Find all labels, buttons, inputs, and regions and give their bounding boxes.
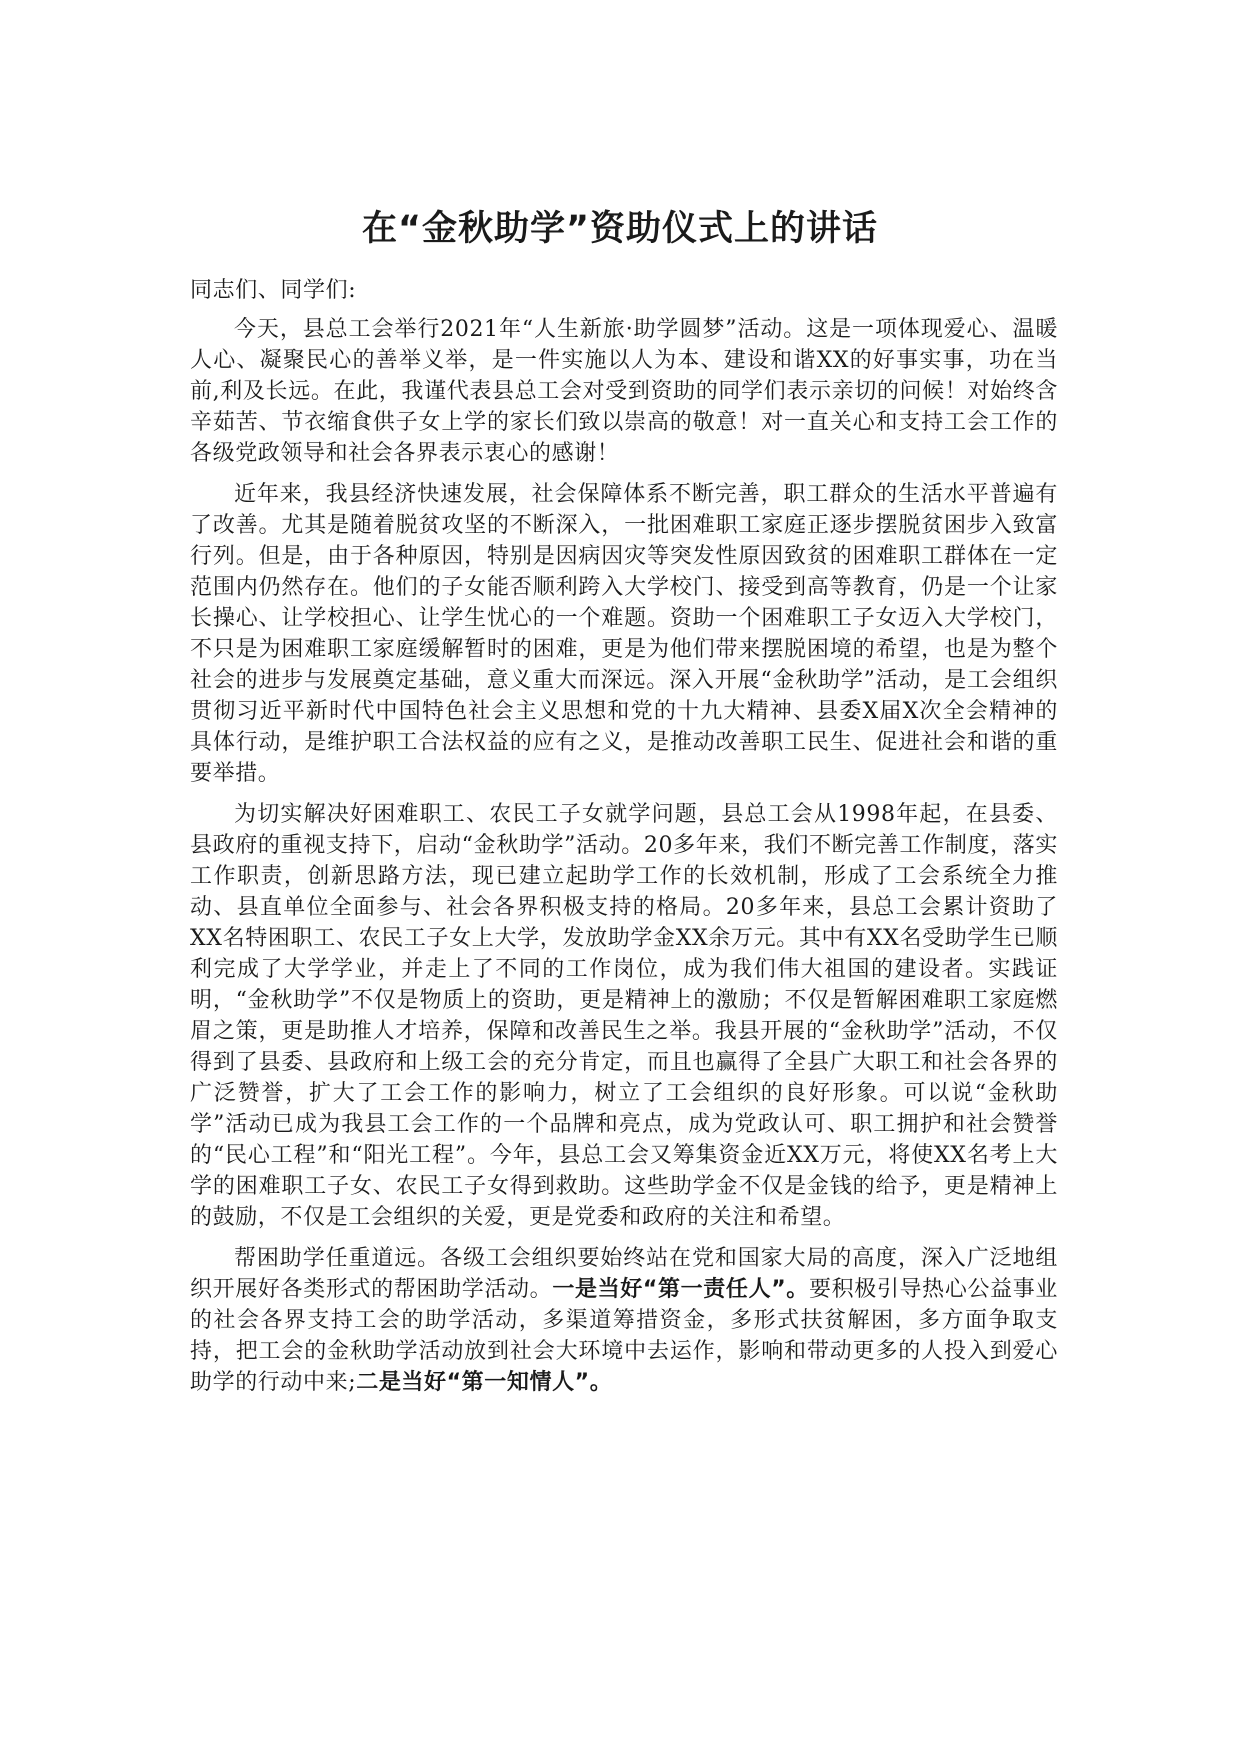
first-responsible-heading: 一是当好“第一责任人”。 [552, 1277, 809, 1302]
paragraph-achievements: 为切实解决好困难职工、农民工子女就学问题，县总工会从1998年起，在县委、县政府的重视支持下，启动“金秋助学”活动。20多年来，我们不断完善工作制度，落实工作职责，创新思路方法，现已建立起助学工作的长效机制，形成了工会系统全力推动、县直单位全面参与、社会各界积极支持的格局。20多年来，县总工会累计资助了XX名特困职工、农民工子女上大学，发放助学金XX余万元。其中有XX名受助学生已顺利完成了大学学业，并走上了不同的工作岗位，成为我们伟大祖国的建设者。实践证明，“金秋助学”不仅是物质上的资助，更是精神上的激励；不仅是暂解困难职工家庭燃眉之策，更是助推人才培养，保障和改善民生之举。我县开展的“金秋助学”活动，不仅得到了县委、县政府和上级工会的充分肯定，而且也赢得了全县广大职工和社会各界的广泛赞誉，扩大了工会工作的影响力，树立了工会组织的良好形象。可以说“金秋助学”活动已成为我县工会工作的一个品牌和亮点，成为党政认可、职工拥护和社会赞誉的“民心工程”和“阳光工程”。今年，县总工会又筹集资金近XX万元，将使XX名考上大学的困难职工子女、农民工子女得到救助。这些助学金不仅是金钱的给予，更是精神上的鼓励，不仅是工会组织的关爱，更是党委和政府的关注和希望。 [190, 802, 1058, 1230]
paragraph-requirements-text-1: 帮困助学任重道远。各级工会组织要始终站在党和国家大局的高度，深入广泛地组织开展好各类形式的帮困助学活动。 [190, 1246, 1058, 1302]
salutation: 同志们、同学们: [190, 278, 357, 303]
first-informed-heading: 二是当好“第一知情人”。 [356, 1370, 613, 1395]
paragraph-requirements [190, 1243, 1058, 1398]
paragraph-requirements-text-2: 要积极引导热心公益事业的社会各界支持工会的助学活动，多渠道筹措资金，多形式扶贫解困，多方面争取支持，把工会的金秋助学活动放到社会大环境中去运作，影响和带动更多的人投入到爱心助学的行动中来; [190, 1277, 1059, 1395]
paragraph-opening: 今天，县总工会举行2021年“人生新旅·助学圆梦”活动。这是一项体现爱心、温暖人心、凝聚民心的善举义举，是一件实施以人为本、建设和谐XX的好事实事，功在当前,利及长远。在此，我谨代表县总工会对受到资助的同学们表示亲切的问候！对始终含辛茹苦、节衣缩食供子女上学的家长们致以崇高的敬意！对一直关心和支持工会工作的各级党政领导和社会各界表示衷心的感谢！ [190, 317, 1058, 466]
paragraph-background: 近年来，我县经济快速发展，社会保障体系不断完善，职工群众的生活水平普遍有了改善。尤其是随着脱贫攻坚的不断深入，一批困难职工家庭正逐步摆脱贫困步入致富行列。但是，由于各种原因，特别是因病因灾等突发性原因致贫的困难职工群体在一定范围内仍然存在。他们的子女能否顺利跨入大学校门、接受到高等教育，仍是一个让家长操心、让学校担心、让学生忧心的一个难题。资助一个困难职工子女迈入大学校门，不只是为困难职工家庭缓解暂时的困难，更是为他们带来摆脱困境的希望，也是为整个社会的进步与发展奠定基础，意义重大而深远。深入开展“金秋助学”活动，是工会组织贯彻习近平新时代中国特色社会主义思想和党的十九大精神、县委X届X次全会精神的具体行动，是维护职工合法权益的应有之义，是推动改善职工民生、促进社会和谐的重要举措。 [190, 482, 1058, 786]
document-body [190, 275, 1058, 1408]
document-title: 在“金秋助学”资助仪式上的讲话 [361, 209, 878, 249]
